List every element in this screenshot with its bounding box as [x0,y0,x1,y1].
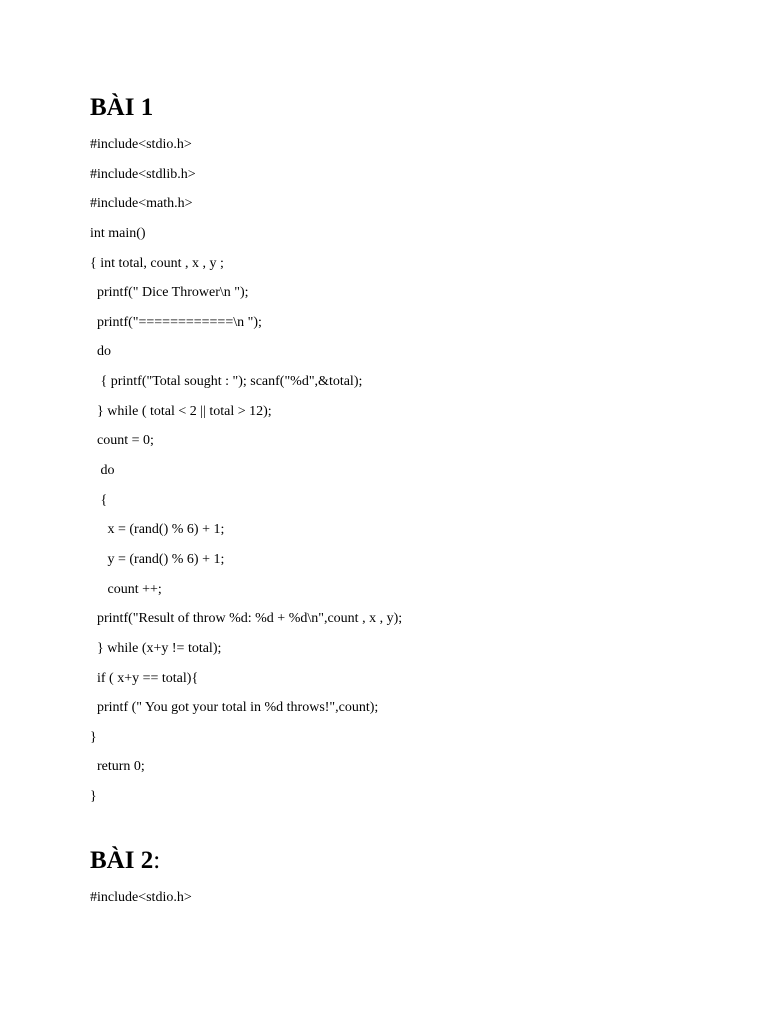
code-line: count = 0; [90,433,154,449]
code-line: do [90,463,115,479]
code-line: { printf("Total sought : "); scanf("%d",&total); [90,374,363,390]
code-line: y = (rand() % 6) + 1; [90,551,225,567]
code-line: printf (" You got your total in %d throws!",count); [90,700,379,716]
code-line: printf("============\n "); [90,314,262,330]
section-2-title-suffix: : [153,847,161,874]
code-line: printf("Result of throw %d: %d + %d\n",count , x , y); [90,611,403,627]
section-2-title: BÀI 2 [90,847,154,874]
code-line: } while (x+y != total); [90,640,222,656]
section-2-heading [90,846,160,876]
code-line: do [90,344,111,360]
code-line: } [90,789,97,805]
section-1-code-block [90,135,402,817]
code-line: { [90,492,108,508]
section-2-code-block [90,888,192,918]
code-line: if ( x+y == total){ [90,670,199,686]
code-line: } [90,729,97,745]
code-line: return 0; [90,759,145,775]
code-line: { int total, count , x , y ; [90,255,224,271]
code-line: printf(" Dice Thrower\n "); [90,285,249,301]
code-line: x = (rand() % 6) + 1; [90,522,225,538]
code-line: #include<math.h> [90,196,193,212]
code-line: count ++; [90,581,162,597]
code-line: #include<stdlib.h> [90,166,196,182]
code-line: #include<stdio.h> [90,137,192,152]
section-1-title: BÀI 1 [90,94,154,121]
section-1-heading [90,93,153,123]
code-line: int main() [90,225,146,241]
code-line: #include<stdio.h> [90,890,192,905]
code-line: } while ( total < 2 || total > 12); [90,403,272,419]
